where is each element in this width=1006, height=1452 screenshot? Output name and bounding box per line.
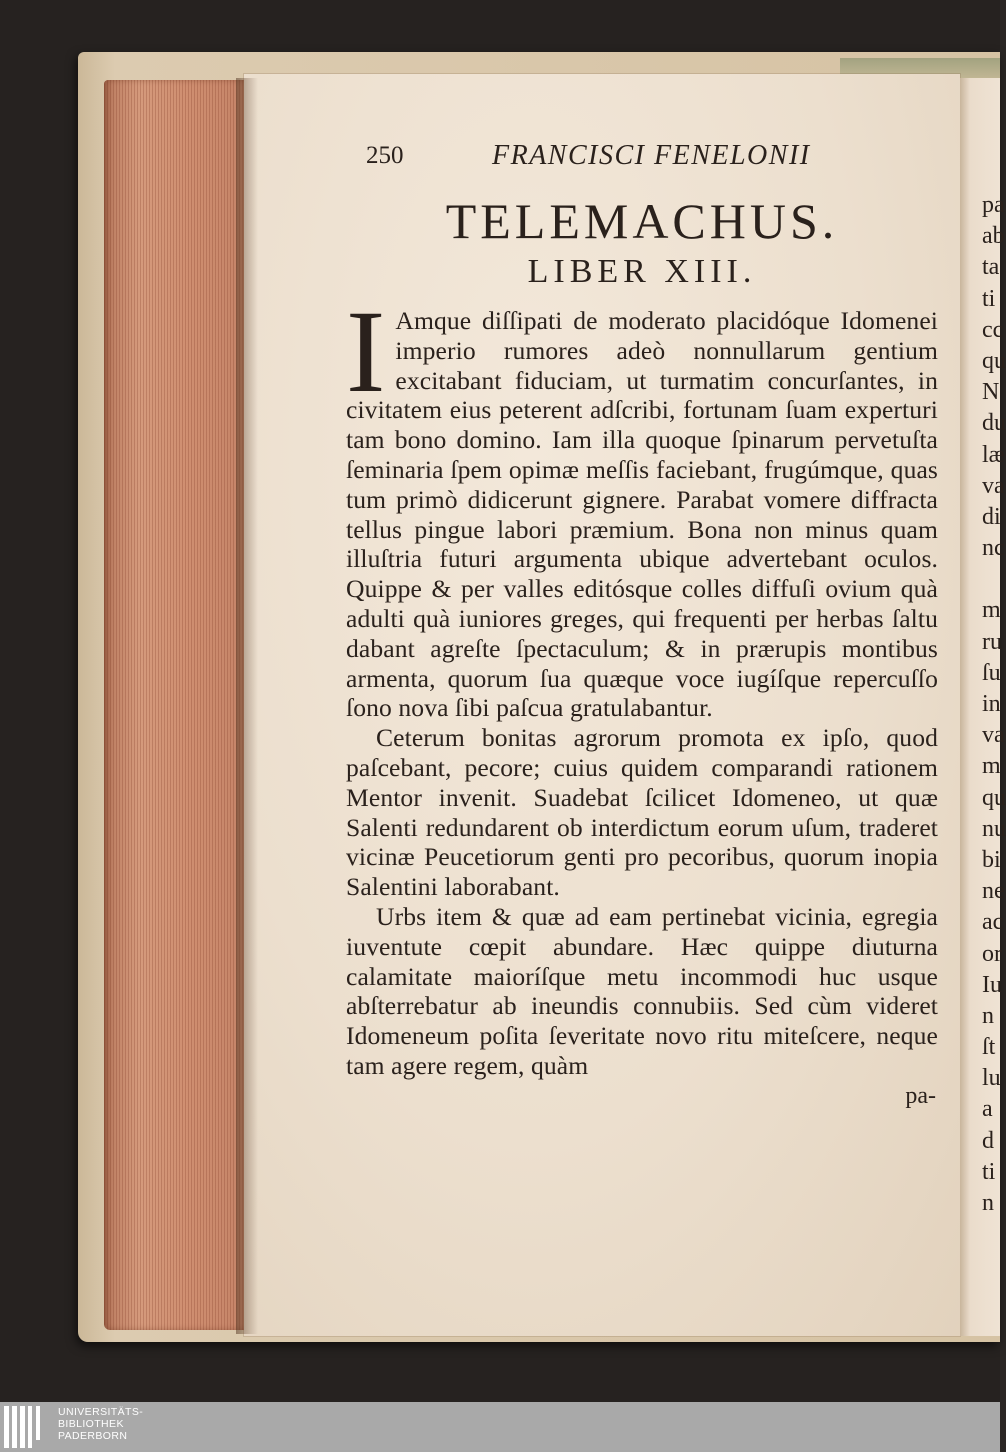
facing-page-line: a (982, 1096, 993, 1123)
paragraph-1-text: Amque diſſipati de moderato placidóque Idomenei imperio rumores adeò nonnullarum gentium excitabant fiduciam, ut turmatim concurſantes, in civitatem eius peterent adſcribi, fortunam ſuam experturi tam bono domino. Iam illa quoque ſpinarum pervetuſta ſeminaria ſpem opimæ meſſis faciebant, frugúmque, quas tum primò didicerunt gignere. Parabat vomere diffracta tellus pingue labori præmium. Bona non minus quam illuſtria futuri argumenta ubique advertebant oculos. Quippe & per valles editósque colles diffuſi ovium quà adulti quà iuniores greges, qui frequenti per herbas ſaltu dabant agreſte ſpectaculum; & in prærupis montibus armenta, quorum ſua quæque voce iugíſque repercuſſo ſono nova ſibi paſcua gratulabantur. (346, 306, 938, 723)
logo-line-3: PADERBORN (58, 1430, 128, 1442)
facing-page-line: ru (982, 628, 1002, 655)
facing-page-line: pa (982, 192, 1005, 218)
facing-page-line: læ (982, 441, 1005, 468)
facing-page-line: cc (982, 316, 1004, 343)
facing-page-line (982, 564, 1006, 595)
paragraph-1 (346, 286, 938, 723)
page-number: 250 (366, 142, 404, 169)
facing-page-line: di (982, 503, 1001, 530)
facing-page-text (982, 190, 1006, 1219)
page-edges (104, 80, 246, 1330)
logo-line-1: UNIVERSITÄTS- (58, 1406, 144, 1418)
facing-page-line: Iu (982, 971, 1002, 998)
paragraph-2: Ceterum bonitas agrorum promota ex ipſo, quod paſcebant, pecore; cuius quidem comparandi rationem Mentor invenit. Suadebat ſcilicet Idomeneo, ut quæ Salenti redundarent ob interdictum eorum uſum, traderet vicinæ Peucetiorum genti pro pecoribus, quorum inopia Salentini laborabant. (346, 723, 938, 902)
facing-page-line: ta (982, 254, 1000, 281)
drop-cap: I (346, 286, 386, 417)
gutter-shadow (236, 78, 258, 1334)
facing-page-line: qu (982, 784, 1006, 811)
facing-page-line: n (982, 1002, 994, 1029)
facing-page-line: ne (982, 878, 1005, 905)
facing-page-line: va (982, 722, 1005, 749)
facing-page-line: du (982, 410, 1006, 437)
facing-page-line: or (982, 940, 1002, 967)
facing-page-line: m (982, 597, 1001, 624)
facing-page-line: ab (982, 223, 1005, 250)
facing-page-line: d (982, 1127, 994, 1154)
facing-page-line: ſu (982, 659, 1001, 686)
facing-page-line: va (982, 472, 1005, 499)
facing-page-line: ti (982, 1158, 996, 1185)
facing-page-line: ac (982, 909, 1004, 936)
facing-page-line: ſt (982, 1034, 996, 1061)
facing-page-line: lu (982, 1065, 1001, 1092)
catchword: pa- (905, 1082, 936, 1109)
facing-page-line: ti (982, 285, 996, 312)
facing-page-line: m (982, 753, 1001, 780)
library-logo-icon (4, 1406, 44, 1448)
facing-page-line: bi (982, 846, 1001, 873)
library-logo-text (58, 1406, 143, 1442)
running-title: FRANCISCI FENELONII (492, 140, 811, 171)
book-heading: LIBER XIII. (527, 253, 757, 290)
facing-page-line: N (982, 379, 1000, 406)
facing-page-line: nu (982, 815, 1006, 842)
running-head (346, 140, 938, 184)
paragraph-3: Urbs item & quæ ad eam pertinebat vicinia, egregia iuventute cœpit abundare. Hæc quippe diuturna calamitate maioríſque metu incommodi huc usque abſterrebatur ab ineundis connubiis. Sed cùm videret Idomeneum poſita ſeveritate novo ritu miteſcere, neque tam agere regem, quàm (346, 901, 938, 1080)
facing-page-line: qu (982, 347, 1006, 374)
library-footer-bar (0, 1402, 1000, 1452)
facing-page-line: nc (982, 535, 1005, 562)
facing-page-line: in (982, 691, 1001, 717)
body-text (346, 286, 938, 1081)
logo-line-2: BIBLIOTHEK (58, 1418, 124, 1430)
page-text (346, 140, 938, 1110)
facing-page-line: n (982, 1190, 994, 1216)
work-title: TELEMACHUS. (445, 193, 839, 249)
